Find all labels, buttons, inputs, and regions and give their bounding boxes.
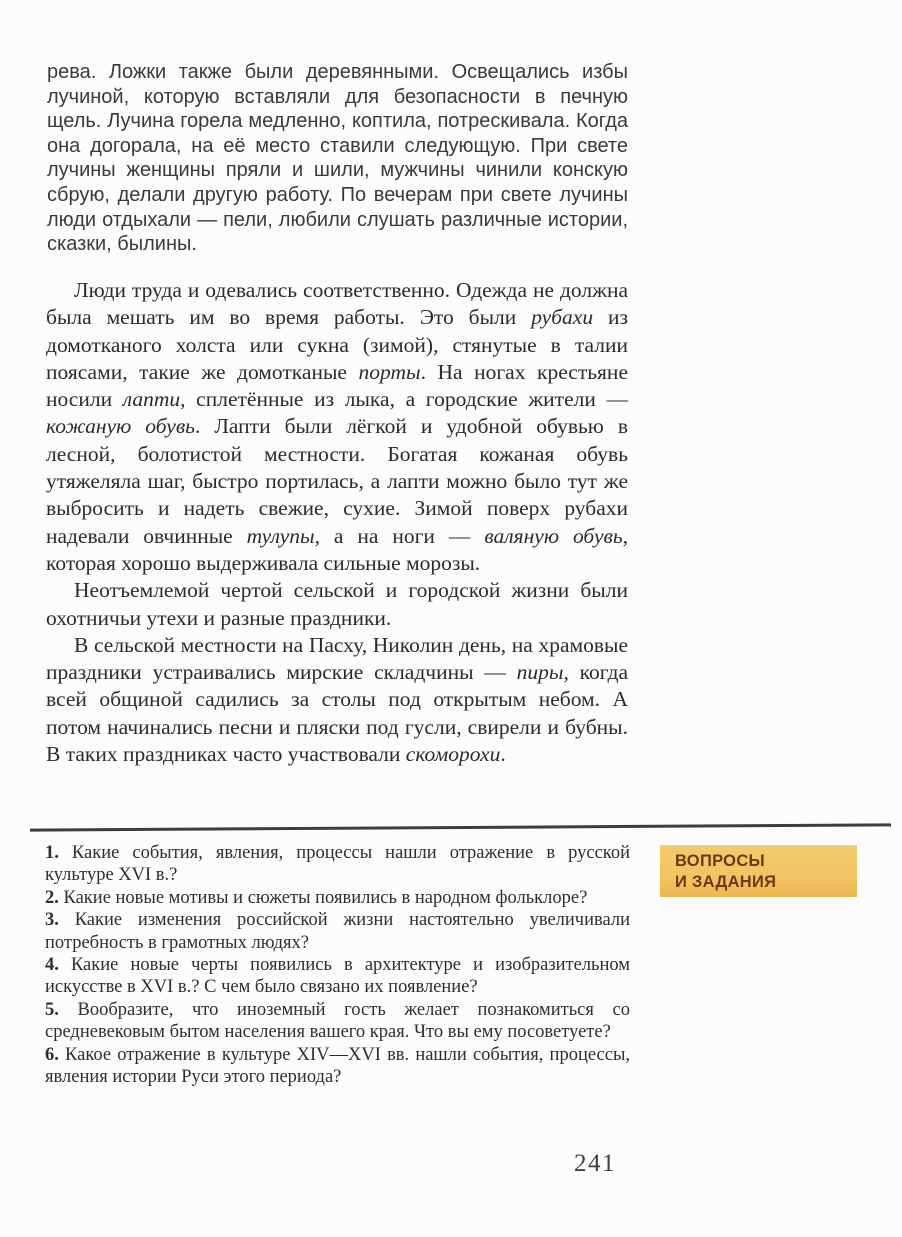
question-item: 6. Какое отражение в культуре XIV—XVI вв. нашли события, процессы, явления истории Руси этого периода?	[45, 1044, 630, 1088]
question-item: 3. Какие изменения российской жизни настоятельно увеличивали потребность в грамотных людях?	[45, 910, 630, 953]
questions-section	[45, 842, 630, 1088]
paragraph: В сельской местности на Пасху, Николин день, на храмовые праздники устраивались мирские складчины — пиры, когда всей общиной садились за столы под открытым небом. А потом начинались песни и пляски под гусли, свирели и бубны. В таких праздниках часто участвовали скоморохи.	[46, 632, 628, 767]
question-item: 1. Какие события, явления, процессы нашли отражение в русской культуре XVI в.?	[45, 843, 630, 886]
body-text	[46, 277, 628, 768]
question-number: 2.	[45, 887, 59, 908]
question-number: 3.	[45, 910, 59, 931]
question-number: 5.	[45, 999, 59, 1020]
question-item: 4. Какие новые черты появились в архитектуре и изобразительном искусстве в XVI в.? С чем было связано их появление?	[45, 955, 630, 998]
intro-paragraph: рева. Ложки также были деревянными. Освещались избы лучиной, которую вставляли для безопасности в печную щель. Лучина горела медленно, коптила, потрескивала. Когда она догорала, на её место ставили следующую. При свете лучины женщины пряли и шили, мужчины чинили конскую сбрую, делали другую работу. По вечерам при свете лучины люди отдыхали — пели, любили слушать различные истории, сказки, былины.	[47, 61, 628, 256]
badge-line-2: И ЗАДАНИЯ	[675, 872, 777, 891]
question-number: 1.	[45, 843, 59, 863]
question-number: 6.	[45, 1044, 59, 1065]
paragraph: Неотъемлемой чертой сельской и городской жизни были охотничьи утехи и разные праздники.	[46, 578, 628, 630]
page-number: 241	[574, 1150, 616, 1177]
section-divider	[30, 823, 891, 831]
question-number: 4.	[45, 955, 59, 976]
questions-header-badge	[660, 845, 857, 897]
question-item: 2. Какие новые мотивы и сюжеты появились в народном фольклоре?	[45, 887, 588, 908]
paragraph: Люди труда и одевались соответственно. Одежда не должна была мешать им во время работы. Это были рубахи из домотканого холста или сукна (зимой), стянутые в талии поясами, такие же домотканые порты. На ногах крестьяне носили лапти, сплетённые из лыка, а городские жители — кожаную обувь. Лапти были лёгкой и удобной обувью в лесной, болотистой местности. Богатая кожаная обувь утяжеляла шаг, быстро портилась, а лапти можно было тут же выбросить и надеть свежие, сухие. Зимой поверх рубахи надевали овчинные тулупы, а на ноги — валяную обувь, которая хорошо выдерживала сильные морозы.	[46, 278, 629, 575]
badge-line-1: ВОПРОСЫ	[675, 852, 765, 870]
question-item: 5. Вообразите, что иноземный гость желает познакомиться со средневековым бытом населения вашего края. Что вы ему посоветуете?	[45, 999, 630, 1043]
